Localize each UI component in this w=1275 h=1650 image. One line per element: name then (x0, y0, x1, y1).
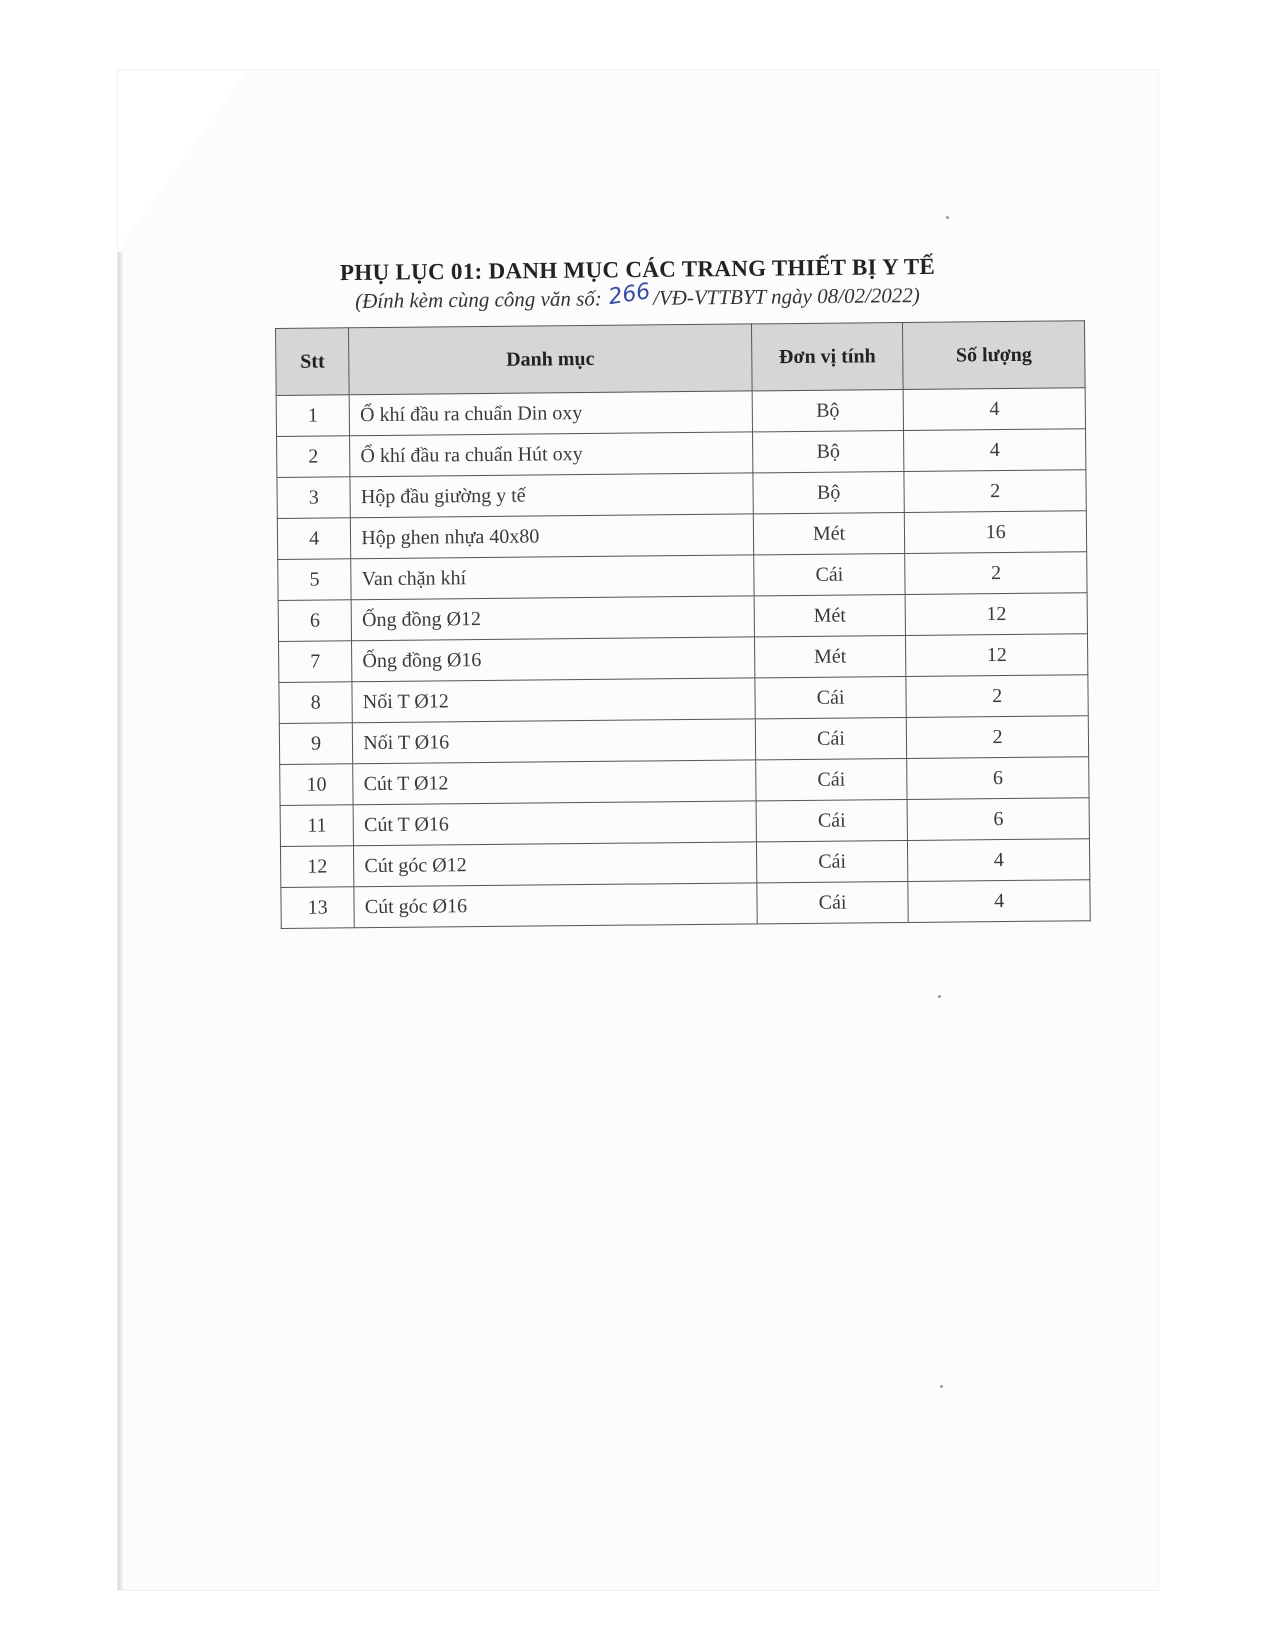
scan-speck (938, 995, 941, 998)
cell-name: Cút T Ø16 (353, 801, 756, 846)
cell-unit: Mét (754, 594, 906, 636)
cell-stt: 7 (279, 641, 353, 683)
cell-unit: Cái (755, 758, 907, 800)
cell-qty: 12 (906, 634, 1088, 677)
scan-speck (946, 216, 949, 219)
subtitle-prefix: (Đính kèm cùng công văn số: (355, 286, 602, 313)
cell-stt: 6 (278, 600, 352, 642)
cell-name: Van chặn khí (351, 555, 754, 600)
cell-qty: 2 (905, 552, 1087, 595)
paper-edge (118, 252, 123, 1590)
header-qty: Số lượng (903, 321, 1085, 390)
cell-name: Hộp đầu giường y tế (350, 473, 753, 518)
table-header-row (276, 321, 1086, 396)
cell-unit: Cái (753, 553, 905, 595)
cell-unit: Mét (753, 512, 905, 554)
scan-speck (940, 1385, 943, 1388)
cell-name: Nối T Ø12 (352, 678, 755, 723)
cell-name: Hộp ghen nhựa 40x80 (351, 514, 754, 559)
cell-unit: Cái (755, 717, 907, 759)
cell-unit: Cái (756, 840, 908, 882)
cell-stt: 8 (279, 682, 353, 724)
cell-name: Ống đồng Ø12 (351, 596, 754, 641)
table-row (281, 880, 1090, 929)
subtitle-suffix: /VĐ-VTTBYT ngày 08/02/2022) (652, 283, 920, 310)
cell-stt: 4 (277, 518, 351, 560)
cell-stt: 12 (280, 846, 354, 888)
cell-qty: 2 (906, 675, 1088, 718)
cell-unit: Cái (755, 676, 907, 718)
cell-qty: 4 (903, 388, 1085, 431)
cell-qty: 2 (907, 716, 1089, 759)
cell-qty: 16 (905, 511, 1087, 554)
cell-unit: Bộ (753, 471, 905, 513)
cell-stt: 1 (276, 395, 350, 437)
cell-name: Ổ khí đầu ra chuẩn Hút oxy (350, 432, 753, 477)
cell-name: Ổ khí đầu ra chuẩn Din oxy (349, 391, 752, 436)
cell-stt: 11 (280, 805, 354, 847)
cell-name: Cút góc Ø12 (354, 842, 757, 887)
equipment-table (275, 320, 1091, 929)
cell-stt: 9 (279, 723, 353, 765)
cell-name: Nối T Ø16 (353, 719, 756, 764)
cell-name: Ống đồng Ø16 (352, 637, 755, 682)
cell-stt: 3 (277, 477, 351, 519)
cell-unit: Mét (754, 635, 906, 677)
cell-qty: 12 (905, 593, 1087, 636)
cell-qty: 4 (908, 839, 1090, 882)
handwritten-dispatch-number: 266 (606, 279, 653, 311)
header-unit: Đơn vị tính (751, 322, 903, 390)
cell-unit: Cái (757, 881, 909, 923)
document-title: PHỤ LỤC 01: DANH MỤC CÁC TRANG THIẾT BỊ Y TẾ (339, 253, 936, 286)
header-stt: Stt (276, 328, 350, 396)
folded-corner (118, 70, 248, 250)
cell-stt: 2 (277, 436, 351, 478)
cell-unit: Bộ (752, 430, 904, 472)
cell-qty: 4 (908, 880, 1090, 923)
header-name: Danh mục (349, 324, 752, 395)
cell-unit: Bộ (752, 389, 904, 431)
cell-name: Cút góc Ø16 (354, 883, 757, 928)
cell-stt: 10 (280, 764, 354, 806)
cell-unit: Cái (756, 799, 908, 841)
cell-qty: 6 (907, 757, 1089, 800)
cell-qty: 6 (907, 798, 1089, 841)
cell-qty: 2 (904, 470, 1086, 513)
cell-name: Cút T Ø12 (353, 760, 756, 805)
cell-stt: 13 (281, 887, 355, 929)
cell-stt: 5 (278, 559, 352, 601)
cell-qty: 4 (904, 429, 1086, 472)
